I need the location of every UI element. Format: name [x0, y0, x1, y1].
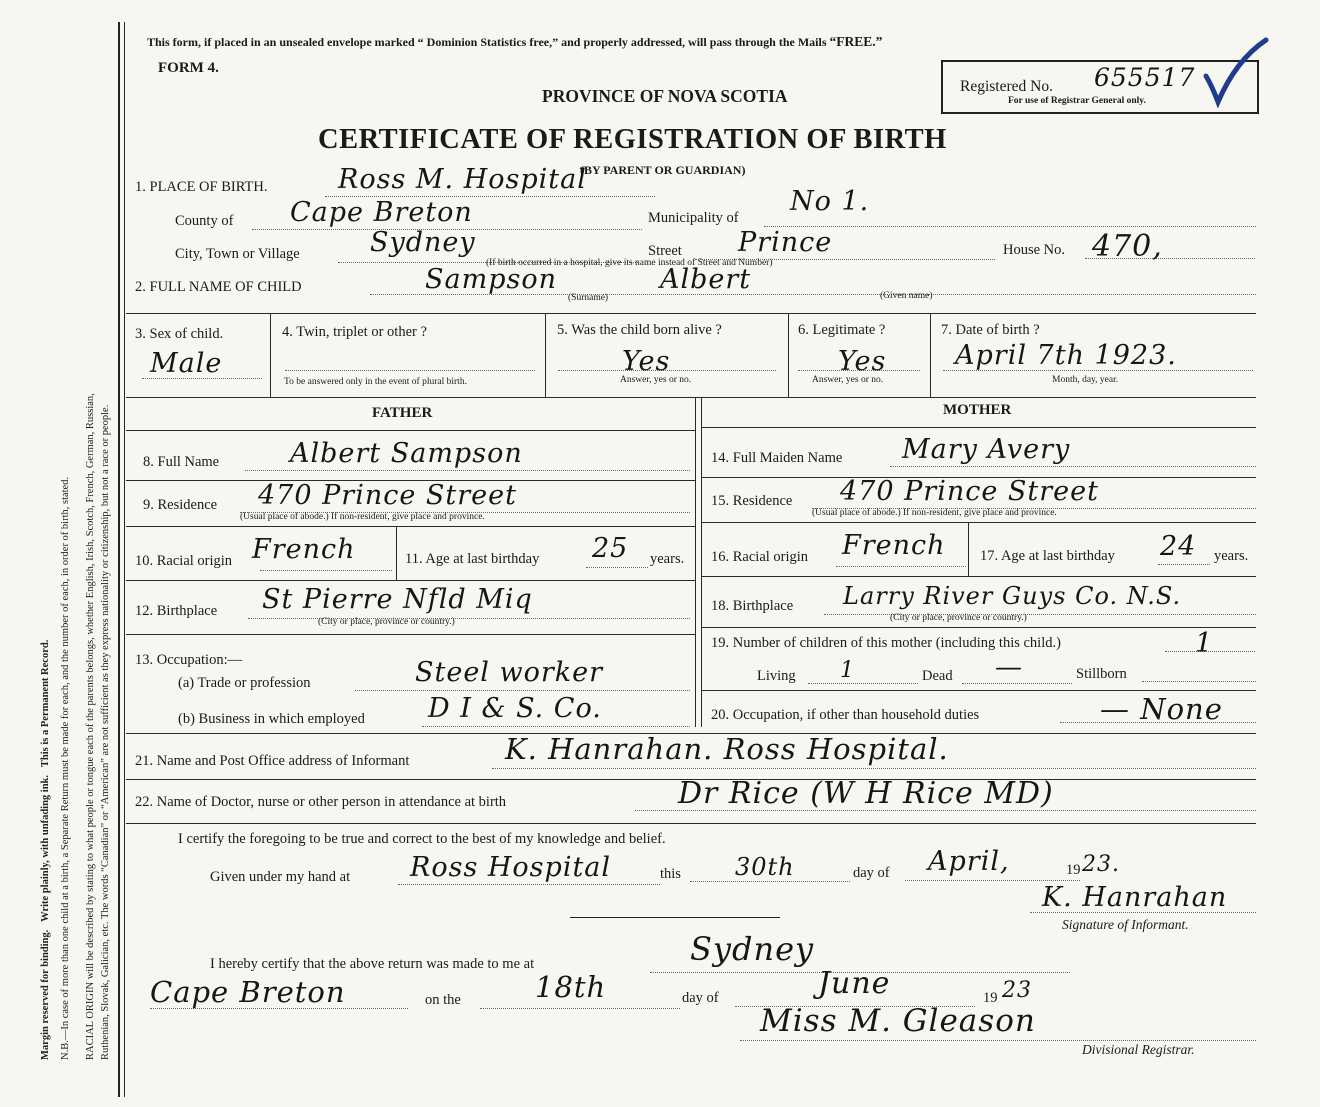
- father-trade-label: (a) Trade or profession: [178, 675, 311, 691]
- province-heading: PROVINCE OF NOVA SCOTIA: [542, 86, 788, 106]
- city-label: City, Town or Village: [175, 246, 300, 262]
- father-years-label: years.: [650, 551, 685, 567]
- father-birthplace-note: (City or place, province or country.): [318, 617, 455, 627]
- margin-note-permanent: This is a Permanent Record.: [40, 639, 51, 768]
- given-under-label: Given under my hand at: [210, 869, 351, 885]
- legitimate-note: Answer, yes or no.: [812, 375, 884, 385]
- margin-note-3: RACIAL ORIGIN will be described by stating to what people or tongue each of the parents belongs, whether English, Irish, Scotch, French, German, Russian,: [85, 393, 96, 1060]
- registration-year-value: 23: [1002, 978, 1032, 1003]
- mail-notice-free: “FREE.”: [829, 34, 883, 49]
- father-business-value: D I & S. Co.: [428, 693, 602, 724]
- municipality-label: Municipality of: [648, 210, 739, 226]
- legitimate-label: 6. Legitimate ?: [798, 322, 886, 338]
- signature-informant-caption: Signature of Informant.: [1062, 917, 1189, 932]
- mother-name-label: 14. Full Maiden Name: [711, 450, 843, 466]
- father-age-label: 11. Age at last birthday: [405, 551, 540, 567]
- form-number: FORM 4.: [158, 60, 219, 76]
- given-name-caption: (Given name): [880, 291, 933, 301]
- legitimate-value: Yes: [838, 346, 887, 377]
- living-value: 1: [840, 658, 855, 683]
- father-race-value: French: [252, 534, 356, 565]
- hospital-note: (If birth occurred in a hospital, give its name instead of Street and Number): [486, 258, 773, 268]
- doctor-value: Dr Rice (W H Rice MD): [678, 776, 1054, 811]
- margin-note-ink: Write plainly, with unfading ink.: [40, 774, 51, 922]
- child-name-label: 2. FULL NAME OF CHILD: [135, 279, 302, 295]
- child-given-name-value: Albert: [660, 264, 752, 295]
- dob-note: Month, day, year.: [1052, 375, 1119, 385]
- street-value: Prince: [738, 227, 833, 258]
- registration-month-value: June: [818, 966, 891, 1001]
- mother-birthplace-note: (City or place, province or country.): [890, 613, 1027, 623]
- margin-note-binding: Margin reserved for binding.: [40, 929, 51, 1060]
- given-month-value: April,: [928, 846, 1010, 877]
- stillborn-label: Stillborn: [1076, 666, 1127, 682]
- county-value: Cape Breton: [290, 197, 473, 228]
- father-birthplace-label: 12. Birthplace: [135, 603, 218, 619]
- informant-signature: K. Hanrahan: [1042, 882, 1228, 913]
- day-of-label: day of: [853, 865, 890, 881]
- father-residence-note: (Usual place of abode.) If non-resident, give place and province.: [240, 512, 485, 522]
- father-birthplace-value: St Pierre Nfld Miq: [262, 584, 533, 615]
- father-trade-value: Steel worker: [415, 657, 604, 688]
- given-year-prefix: 19: [1066, 862, 1081, 878]
- father-business-label: (b) Business in which employed: [178, 711, 365, 727]
- certify-statement: I certify the foregoing to be true and correct to the best of my knowledge and belief.: [178, 831, 666, 847]
- margin-rule: [118, 22, 120, 1097]
- margin-rule-inner: [124, 22, 125, 1097]
- father-residence-value: 470 Prince Street: [258, 480, 517, 511]
- registration-place-value: Sydney: [690, 930, 815, 968]
- dob-value: April 7th 1923.: [955, 340, 1177, 371]
- father-occupation-label: 13. Occupation:—: [135, 652, 243, 668]
- place-of-birth-label: 1. PLACE OF BIRTH.: [135, 179, 268, 195]
- informant-label: 21. Name and Post Office address of Informant: [135, 753, 410, 769]
- this-label: this: [660, 866, 681, 882]
- mother-residence-label: 15. Residence: [711, 493, 793, 509]
- registration-day-value: 18th: [535, 970, 607, 1004]
- city-value: Sydney: [370, 227, 476, 258]
- mail-notice: [147, 34, 882, 50]
- mother-birthplace-value: Larry River Guys Co. N.S.: [843, 582, 1182, 610]
- registered-number: 655517: [1094, 63, 1196, 92]
- mother-residence-note: (Usual place of abode.) If non-resident, give place and province.: [812, 508, 1057, 518]
- mail-notice-text: This form, if placed in an unsealed envelope marked “ Dominion Statistics free,” and properly addressed, will pass through the Mails: [147, 35, 830, 49]
- municipality-value: No 1.: [790, 186, 870, 217]
- given-day-value: 30th: [735, 853, 795, 881]
- page-title: CERTIFICATE OF REGISTRATION OF BIRTH: [318, 124, 947, 155]
- dob-label: 7. Date of birth ?: [941, 322, 1040, 338]
- house-number-label: House No.: [1003, 242, 1066, 258]
- dead-value: —: [995, 652, 1023, 683]
- father-race-label: 10. Racial origin: [135, 553, 233, 569]
- margin-note-2: N.B.—In case of more than one child at a birth, a Separate Return must be made for each, and the number of each, in order of birth, stated.: [60, 476, 71, 1060]
- mother-age-label: 17. Age at last birthday: [980, 548, 1115, 564]
- place-of-birth-value: Ross M. Hospital: [338, 164, 587, 195]
- sex-label: 3. Sex of child.: [135, 326, 224, 342]
- page-subtitle: (BY PARENT OR GUARDIAN): [580, 163, 746, 177]
- mother-race-value: French: [842, 530, 946, 561]
- registration-year-prefix: 19: [983, 990, 998, 1006]
- registrar-signature: Miss M. Gleason: [760, 1003, 1036, 1039]
- mother-name-value: Mary Avery: [902, 434, 1071, 465]
- twin-note: To be answered only in the event of plural birth.: [284, 377, 467, 387]
- mother-children-value: 1: [1195, 628, 1214, 659]
- margin-note-1: [40, 640, 51, 1060]
- mother-children-label: 19. Number of children of this mother (including this child.): [711, 635, 1061, 651]
- registered-label: Registered No.: [960, 78, 1053, 95]
- born-alive-label: 5. Was the child born alive ?: [557, 322, 722, 338]
- father-residence-label: 9. Residence: [143, 497, 218, 513]
- given-place-value: Ross Hospital: [410, 852, 612, 883]
- twin-label: 4. Twin, triplet or other ?: [282, 324, 427, 340]
- house-number-value: 470,: [1092, 229, 1163, 264]
- father-age-value: 25: [592, 533, 629, 564]
- given-year-value: 23.: [1082, 852, 1120, 877]
- mother-years-label: years.: [1214, 548, 1249, 564]
- born-alive-note: Answer, yes or no.: [620, 375, 692, 385]
- father-name-value: Albert Sampson: [290, 438, 523, 469]
- father-name-label: 8. Full Name: [143, 454, 220, 470]
- child-surname-value: Sampson: [425, 264, 557, 295]
- registration-day-of-label: day of: [682, 990, 719, 1006]
- mother-occupation-value: — None: [1100, 692, 1223, 726]
- mother-birthplace-label: 18. Birthplace: [711, 598, 794, 614]
- hereby-certify-label: I hereby certify that the above return was made to me at: [210, 956, 535, 972]
- father-heading: FATHER: [372, 405, 433, 421]
- doctor-label: 22. Name of Doctor, nurse or other person in attendance at birth: [135, 794, 507, 810]
- registration-county-value: Cape Breton: [150, 975, 346, 1009]
- mother-heading: MOTHER: [943, 402, 1012, 418]
- living-label: Living: [757, 668, 796, 684]
- mother-residence-value: 470 Prince Street: [840, 476, 1099, 507]
- street-label: Street: [648, 243, 682, 259]
- informant-value: K. Hanrahan. Ross Hospital.: [505, 732, 949, 766]
- mother-age-value: 24: [1160, 531, 1197, 562]
- dead-label: Dead: [922, 668, 953, 684]
- check-mark-icon: [1200, 36, 1270, 108]
- on-the-label: on the: [425, 992, 461, 1008]
- mother-race-label: 16. Racial origin: [711, 549, 809, 565]
- sex-value: Male: [150, 348, 223, 379]
- mother-occupation-label: 20. Occupation, if other than household duties: [711, 707, 980, 723]
- born-alive-value: Yes: [622, 346, 671, 377]
- surname-caption: (Surname): [568, 293, 609, 303]
- margin-note-4: Ruthenian, Slovak, Galician, etc. The words “Canadian” or “American” are not sufficient as they express nationality or citizenship, but not a race or people.: [100, 404, 111, 1060]
- divisional-registrar-caption: Divisional Registrar.: [1082, 1042, 1195, 1057]
- county-label: County of: [175, 213, 234, 229]
- registrar-use-note: For use of Registrar General only.: [1008, 96, 1146, 106]
